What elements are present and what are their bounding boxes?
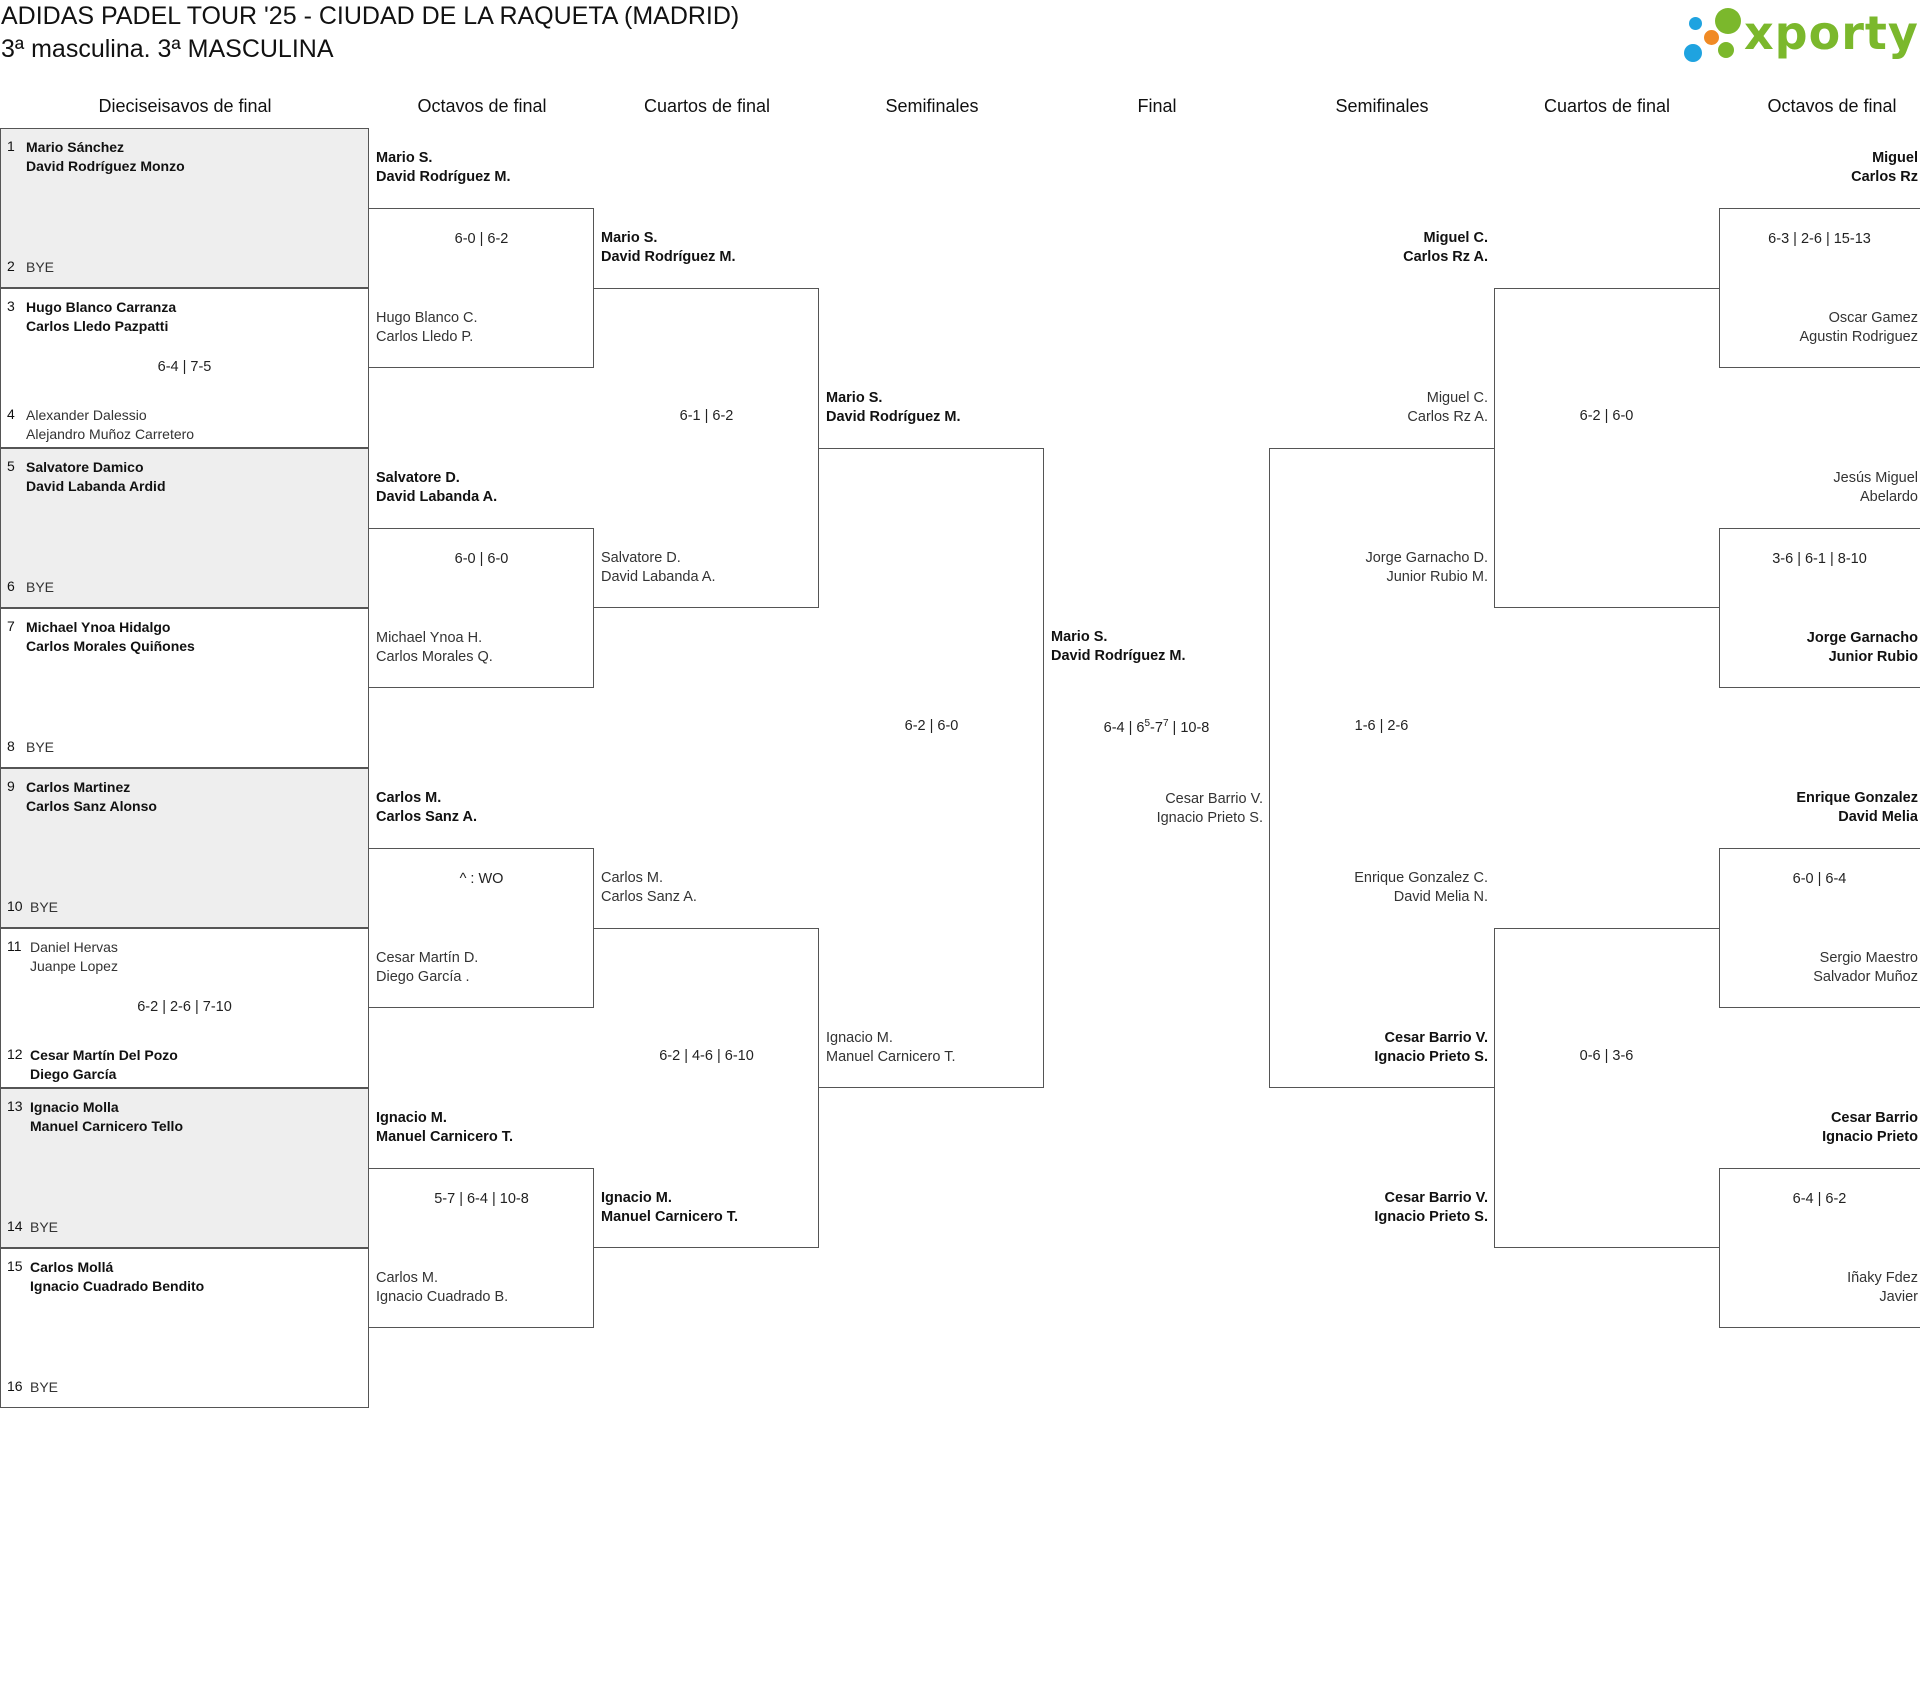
player-name: Jorge Garnacho (1806, 630, 1918, 646)
final-winner[interactable] (1051, 628, 1271, 666)
player-name: Cesar Barrio V. (1384, 1030, 1488, 1046)
player-name: Cesar Barrio V. (1165, 791, 1263, 807)
match-score: 6-1 | 6-2 (679, 408, 734, 424)
team-entry[interactable] (601, 869, 821, 907)
seed-number: 6 (7, 578, 15, 594)
final-score (1044, 718, 1269, 736)
logo-dot-green-small-icon (1718, 42, 1734, 58)
player-name: Carlos M. (376, 1270, 439, 1286)
player-name: Miguel C. (1426, 390, 1488, 406)
player-name: Salvador Muñoz (1813, 969, 1918, 985)
team-entry[interactable] (376, 789, 596, 827)
seed-players (26, 258, 54, 277)
player-name: David Rodríguez M. (826, 409, 961, 425)
player-name: BYE (30, 1219, 59, 1235)
match-score: 3-6 | 6-1 | 8-10 (1772, 551, 1867, 567)
player-name: Michael Ynoa Hidalgo (26, 619, 171, 635)
team-entry[interactable] (826, 389, 1046, 427)
team-entry[interactable] (376, 149, 596, 187)
player-name: David Labanda A. (601, 569, 716, 585)
player-name: Jesús Miguel (1833, 470, 1918, 486)
team-entry[interactable] (1719, 149, 1918, 187)
player-name: Salvatore D. (601, 550, 681, 566)
player-name: Oscar Gamez (1828, 310, 1918, 326)
seed-number: 13 (7, 1098, 23, 1114)
seed-entry[interactable] (0, 406, 369, 446)
player-name: Manuel Carnicero T. (376, 1129, 513, 1145)
player-name: Mario Sánchez (26, 139, 125, 155)
match-score: 6-2 | 2-6 | 7-10 (137, 999, 232, 1015)
player-name: Iñaky Fdez (1847, 1270, 1918, 1286)
player-name: Diego García (30, 1066, 117, 1082)
team-entry[interactable] (1294, 869, 1488, 907)
player-name: Manuel Carnicero T. (601, 1209, 738, 1225)
team-entry[interactable] (1719, 629, 1918, 667)
team-entry[interactable] (601, 549, 821, 587)
match-score: 6-4 | 7-5 (157, 359, 212, 375)
team-entry[interactable] (1269, 389, 1488, 427)
logo-dot-blue-icon (1684, 44, 1702, 62)
team-entry[interactable] (1719, 1269, 1918, 1307)
logo-dot-green-icon (1715, 8, 1741, 34)
team-entry[interactable] (376, 309, 596, 347)
seed-number: 7 (7, 618, 15, 634)
seed-number: 10 (7, 898, 23, 914)
player-name: Salvatore Damico (26, 459, 144, 475)
team-entry[interactable] (1294, 1189, 1488, 1227)
round-header: Cuartos de final (1543, 96, 1671, 116)
score-part: | 10-8 (1168, 719, 1210, 736)
bracket-connector (819, 448, 1044, 1088)
team-entry[interactable] (1719, 789, 1918, 827)
match-score: 6-0 | 6-4 (1792, 871, 1847, 887)
player-name: Hugo Blanco C. (376, 310, 478, 326)
player-name: BYE (30, 1379, 59, 1395)
player-name: Carlos Rz (1851, 169, 1918, 185)
seed-players (26, 406, 194, 444)
match-score: ^ : WO (459, 871, 504, 887)
match-score: 6-3 | 2-6 | 15-13 (1768, 231, 1871, 247)
match-score: 6-2 | 6-0 (904, 718, 959, 734)
player-name: David Melia N. (1393, 889, 1488, 905)
match-score: 6-2 | 6-0 (1579, 408, 1634, 424)
match-score: 5-7 | 6-4 | 10-8 (434, 1191, 529, 1207)
tiebreak: 5 (1144, 718, 1151, 729)
player-name: Mario S. (1051, 629, 1108, 645)
player-name: Ignacio Prieto S. (1374, 1209, 1488, 1225)
seed-entry[interactable] (0, 1046, 369, 1086)
seed-number: 16 (7, 1378, 23, 1394)
player-name: David Rodríguez M. (601, 249, 736, 265)
team-entry[interactable] (1719, 309, 1918, 347)
player-name: Javier (1879, 1289, 1918, 1305)
player-name: Mario S. (826, 390, 883, 406)
bracket-connector (1494, 288, 1719, 608)
seed-entry[interactable] (0, 298, 369, 338)
player-name: David Labanda A. (376, 489, 498, 505)
player-name: Carlos Sanz Alonso (26, 798, 157, 814)
player-name: Carlos Rz A. (1407, 409, 1488, 425)
player-name: Manuel Carnicero Tello (30, 1118, 183, 1134)
player-name: Ignacio M. (376, 1110, 447, 1126)
player-name: Mario S. (376, 150, 433, 166)
player-name: Ignacio Cuadrado B. (376, 1289, 509, 1305)
xporty-logo[interactable] (1682, 4, 1919, 68)
player-name: Cesar Martín D. (376, 950, 479, 966)
seed-players (30, 938, 118, 976)
team-entry[interactable] (601, 229, 821, 267)
player-name: Miguel C. (1423, 230, 1488, 246)
player-name: Carlos Lledo Pazpatti (26, 318, 169, 334)
team-entry[interactable] (1294, 229, 1488, 267)
player-name: BYE (26, 259, 55, 275)
score-part: -7 (1150, 719, 1163, 736)
match-score: 6-0 | 6-0 (454, 551, 509, 567)
seed-players (26, 738, 54, 757)
player-name: Carlos M. (376, 790, 442, 806)
player-name: Carlos Morales Q. (376, 649, 493, 665)
team-entry[interactable] (1294, 549, 1488, 587)
round-header: Octavos de final (417, 96, 547, 116)
match-score: 0-6 | 3-6 (1579, 1048, 1634, 1064)
player-name: Diego García . (376, 969, 470, 985)
seed-number: 4 (7, 406, 15, 422)
player-name: David Melia (1838, 809, 1918, 825)
seed-entry[interactable] (0, 938, 369, 978)
player-name: Carlos Martinez (26, 779, 131, 795)
team-entry[interactable] (376, 1269, 596, 1307)
player-name: Cesar Barrio V. (1384, 1190, 1488, 1206)
score-part: 6-4 | 6 (1103, 719, 1145, 736)
team-entry[interactable] (1719, 949, 1918, 987)
round-header: Dieciseisavos de final (98, 96, 272, 116)
seed-entry[interactable] (0, 778, 369, 818)
seed-entry[interactable] (0, 1258, 369, 1298)
round-header: Octavos de final (1767, 96, 1897, 116)
seed-entry[interactable] (0, 1098, 369, 1138)
round-header: Semifinales (1335, 96, 1429, 116)
round-header: Semifinales (885, 96, 979, 116)
player-name: Ignacio Prieto S. (1156, 810, 1263, 826)
seed-players (30, 1218, 58, 1237)
player-name: Miguel (1872, 150, 1918, 166)
logo-wordmark: xporty (1744, 6, 1919, 60)
player-name: Agustin Rodriguez (1799, 329, 1918, 345)
player-name: Ignacio M. (601, 1190, 672, 1206)
match-score: 1-6 | 2-6 (1354, 718, 1409, 734)
seed-number: 12 (7, 1046, 23, 1062)
player-name: Carlos Sanz A. (601, 889, 697, 905)
player-name: Mario S. (601, 230, 658, 246)
player-name: David Rodríguez M. (1051, 648, 1186, 664)
player-name: Daniel Hervas (30, 939, 118, 955)
seed-players (30, 898, 58, 917)
player-name: David Rodríguez Monzo (26, 158, 185, 174)
seed-entry[interactable] (0, 618, 369, 658)
player-name: Carlos Sanz A. (376, 809, 477, 825)
player-name: David Labanda Ardid (26, 478, 166, 494)
seed-number: 3 (7, 298, 15, 314)
player-name: Ignacio Prieto S. (1374, 1049, 1488, 1065)
player-name: Junior Rubio (1828, 649, 1918, 665)
seed-players (26, 298, 176, 336)
round-header: Final (1137, 96, 1177, 116)
player-name: Carlos Rz A. (1403, 249, 1488, 265)
player-name: Cesar Barrio (1830, 1110, 1918, 1126)
team-entry[interactable] (376, 949, 596, 987)
match-score: 6-0 | 6-2 (454, 231, 509, 247)
player-name: Manuel Carnicero T. (826, 1049, 956, 1065)
team-entry[interactable] (1719, 469, 1918, 507)
seed-number: 2 (7, 258, 15, 274)
player-name: Alexander Dalessio (26, 407, 147, 423)
seed-players (26, 618, 195, 656)
player-name: Michael Ynoa H. (376, 630, 483, 646)
player-name: BYE (26, 739, 55, 755)
match-score: 6-4 | 6-2 (1792, 1191, 1847, 1207)
player-name: Ignacio Molla (30, 1099, 119, 1115)
logo-dot-orange-icon (1704, 30, 1719, 45)
player-name: Carlos Lledo P. (376, 329, 474, 345)
category-subtitle: 3ª masculina. 3ª MASCULINA (1, 35, 334, 63)
seed-entry[interactable] (0, 138, 369, 178)
seed-number: 1 (7, 138, 15, 154)
logo-dot-blue-small-icon (1689, 17, 1702, 30)
seed-players (26, 778, 157, 816)
seed-number: 11 (7, 938, 22, 954)
bracket-connector (1494, 928, 1719, 1248)
team-entry[interactable] (826, 1029, 1046, 1067)
final-runner-up[interactable] (1044, 790, 1263, 828)
player-name: BYE (30, 899, 59, 915)
player-name: Ignacio Prieto (1822, 1129, 1918, 1145)
player-name: Junior Rubio M. (1386, 569, 1488, 585)
player-name: Jorge Garnacho D. (1365, 550, 1488, 566)
team-entry[interactable] (1719, 1109, 1918, 1147)
player-name: Alejandro Muñoz Carretero (26, 426, 195, 442)
round-header: Cuartos de final (643, 96, 771, 116)
seed-entry[interactable] (0, 1378, 369, 1418)
team-entry[interactable] (376, 629, 596, 667)
seed-players (26, 458, 166, 496)
seed-number: 9 (7, 778, 15, 794)
seed-players (30, 1046, 178, 1084)
team-entry[interactable] (376, 469, 596, 507)
tournament-title: ADIDAS PADEL TOUR '25 - CIUDAD DE LA RAQUETA (MADRID) (1, 2, 740, 30)
team-entry[interactable] (601, 1189, 821, 1227)
seed-entry[interactable] (0, 458, 369, 498)
player-name: Juanpe Lopez (30, 958, 118, 974)
team-entry[interactable] (1269, 1029, 1488, 1067)
seed-players (26, 578, 54, 597)
seed-players (30, 1378, 58, 1397)
seed-number: 5 (7, 458, 15, 474)
seed-players (30, 1258, 204, 1296)
player-name: Enrique Gonzalez C. (1354, 870, 1488, 886)
seed-players (26, 138, 185, 176)
player-name: Ignacio Cuadrado Bendito (30, 1278, 205, 1294)
player-name: BYE (26, 579, 55, 595)
match-score: 6-2 | 4-6 | 6-10 (659, 1048, 754, 1064)
seed-number: 14 (7, 1218, 23, 1234)
player-name: Carlos M. (601, 870, 664, 886)
player-name: Cesar Martín Del Pozo (30, 1047, 178, 1063)
bracket-connector (1269, 448, 1494, 1088)
seed-number: 8 (7, 738, 15, 754)
player-name: Salvatore D. (376, 470, 460, 486)
player-name: Abelardo (1859, 489, 1918, 505)
player-name: Hugo Blanco Carranza (26, 299, 177, 315)
player-name: Enrique Gonzalez (1796, 790, 1918, 806)
team-entry[interactable] (376, 1109, 596, 1147)
seed-number: 15 (7, 1258, 23, 1274)
player-name: Sergio Maestro (1819, 950, 1918, 966)
player-name: Carlos Morales Quiñones (26, 638, 195, 654)
player-name: David Rodríguez M. (376, 169, 511, 185)
tiebreak: 7 (1162, 718, 1169, 729)
player-name: Carlos Mollá (30, 1259, 114, 1275)
player-name: Ignacio M. (826, 1030, 893, 1046)
seed-players (30, 1098, 183, 1136)
